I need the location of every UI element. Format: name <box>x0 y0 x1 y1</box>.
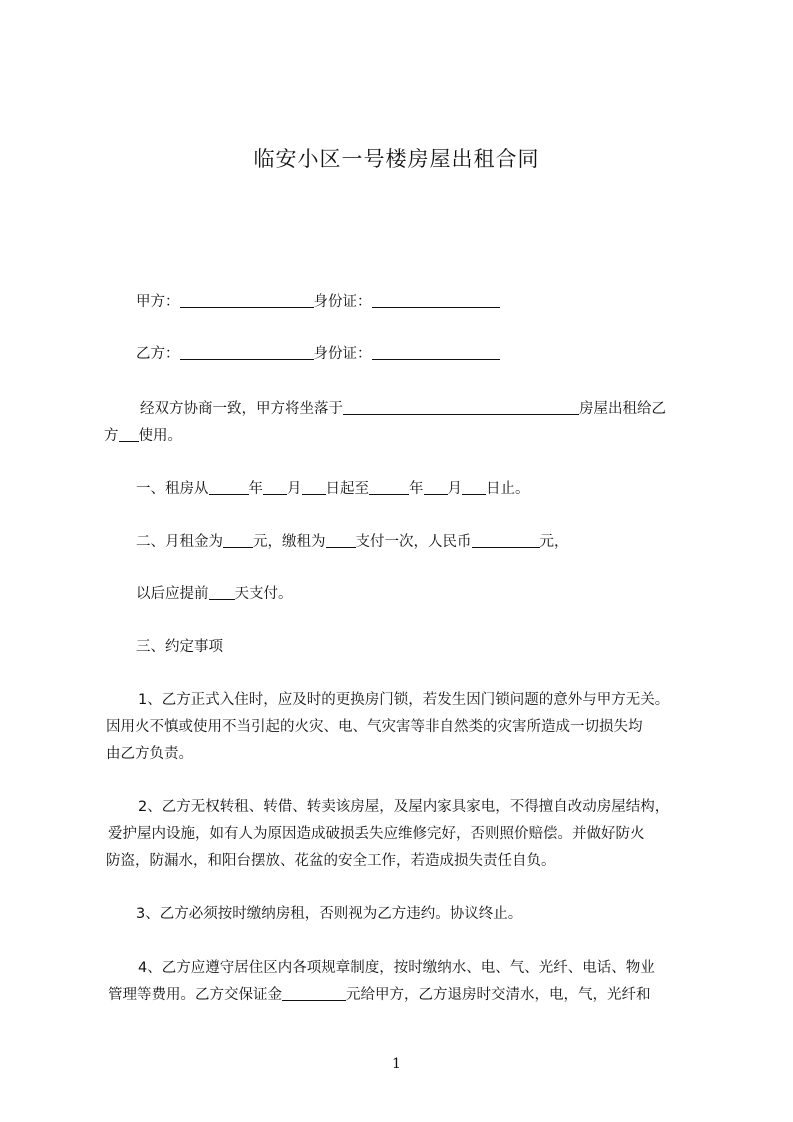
clause-1-prefix: 一、租房从 <box>136 481 209 497</box>
usage-blank <box>119 426 139 442</box>
clause-1-month2: 月 <box>447 481 462 497</box>
payment-period-blank <box>326 532 356 548</box>
item-4-line-1: 4、乙方应遵守居住区内各项规章制度，按时缴纳水、电、气、光纤、电话、物业 <box>138 960 655 976</box>
intro-text-1: 经双方协商一致，甲方将坐落于 <box>140 401 343 417</box>
clause-2-prefix: 二、月租金为 <box>136 534 223 550</box>
clause-2-yuan2: 元， <box>539 534 569 550</box>
item-1-line-1: 1、乙方正式入住时，应及时的更换房门锁，若发生因门锁问题的意外与甲方无关。 <box>138 692 670 708</box>
clause-2b-suffix: 天支付。 <box>234 586 293 602</box>
item-2-line-1: 2、乙方无权转租、转借、转卖该房屋，及屋内家具家电，不得擅自改动房屋结构， <box>138 799 670 815</box>
clause-1-day2: 日止。 <box>486 481 530 497</box>
days-in-advance-blank <box>209 584 235 600</box>
intro-text-4: 使用。 <box>138 428 182 444</box>
clause-1-day1: 日起至 <box>325 481 369 497</box>
item-4-line-2 <box>108 985 698 1005</box>
clause-2b <box>136 584 293 604</box>
party-b-label: 乙方： <box>136 346 180 362</box>
party-b-name-blank <box>180 344 314 360</box>
start-month-blank <box>263 479 287 495</box>
start-day-blank <box>302 479 326 495</box>
party-b-line <box>136 344 500 364</box>
party-a-id-label: 身份证： <box>313 294 372 310</box>
intro-text-2: 房屋出租给乙 <box>579 401 666 417</box>
clause-3-heading: 三、约定事项 <box>136 639 223 655</box>
item-2-line-3: 防盗，防漏水，和阳台摆放、花盆的安全工作，若造成损失责任自负。 <box>106 853 556 869</box>
clause-2-pay: 支付一次，人民币 <box>355 534 472 550</box>
clause-2-yuan: 元，缴租为 <box>253 534 326 550</box>
party-a-id-blank <box>372 292 500 308</box>
item-4-text-a: 管理等费用。乙方交保证金 <box>108 987 282 1003</box>
party-a-line <box>136 292 500 312</box>
clause-2 <box>136 532 569 552</box>
item-1-line-3: 由乙方负责。 <box>106 746 193 762</box>
clause-1-year1: 年 <box>248 481 263 497</box>
party-b-id-label: 身份证： <box>313 346 372 362</box>
document-title: 临安小区一号楼房屋出租合同 <box>253 147 540 171</box>
clause-1-month1: 月 <box>287 481 302 497</box>
item-2-line-2: 爱护屋内设施，如有人为原因造成破损丢失应维修完好，否则照价赔偿。并做好防火 <box>108 826 645 842</box>
end-day-blank <box>462 479 486 495</box>
end-year-blank <box>369 479 409 495</box>
page-number: 1 <box>392 1056 401 1072</box>
intro-text-3: 方 <box>104 428 119 444</box>
end-month-blank <box>424 479 448 495</box>
item-3-line-1: 3、乙方必须按时缴纳房租，否则视为乙方违约。协议终止。 <box>136 906 523 922</box>
clause-1-year2: 年 <box>409 481 424 497</box>
item-1-line-2: 因用火不慎或使用不当引起的火灾、电、气灾害等非自然类的灾害所造成一切损失均 <box>106 719 643 735</box>
property-location-blank <box>343 399 579 415</box>
deposit-blank <box>282 985 346 1001</box>
rmb-amount-blank <box>472 532 540 548</box>
start-year-blank <box>209 479 249 495</box>
intro-line-2 <box>104 426 182 446</box>
intro-line-1 <box>140 399 666 419</box>
clause-2b-prefix: 以后应提前 <box>136 586 209 602</box>
clause-1 <box>136 479 530 499</box>
monthly-rent-blank <box>223 532 253 548</box>
party-b-id-blank <box>372 344 500 360</box>
party-a-name-blank <box>180 292 314 308</box>
party-a-label: 甲方： <box>136 294 180 310</box>
item-4-text-b: 元给甲方，乙方退房时交清水，电，气，光纤和 <box>346 987 651 1003</box>
